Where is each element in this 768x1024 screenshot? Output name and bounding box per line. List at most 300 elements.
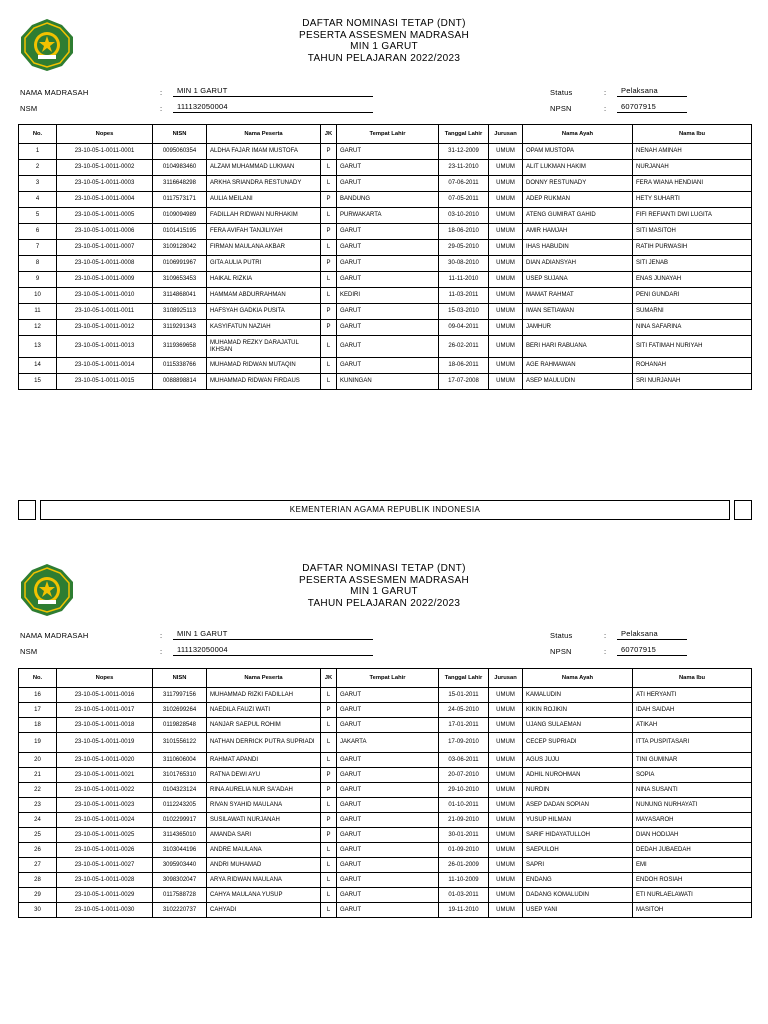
cell-jk: P <box>321 144 337 160</box>
cell-tempat-lahir: JAKARTA <box>337 733 439 753</box>
cell-jurusan: UMUM <box>489 358 523 374</box>
cell-nama-ayah: OPAM MUSTOPA <box>523 144 633 160</box>
colon: : <box>604 631 607 640</box>
col-nama-ayah: Nama Ayah <box>523 669 633 688</box>
cell-nopes: 23-10-05-1-0011-0012 <box>57 320 153 336</box>
cell-tanggal-lahir: 09-04-2011 <box>439 320 489 336</box>
cell-nopes: 23-10-05-1-0011-0006 <box>57 224 153 240</box>
cell-nopes: 23-10-05-1-0011-0017 <box>57 703 153 718</box>
cell-no: 19 <box>19 733 57 753</box>
cell-no: 1 <box>19 144 57 160</box>
cell-tanggal-lahir: 15-03-2010 <box>439 304 489 320</box>
cell-jurusan: UMUM <box>489 813 523 828</box>
cell-nama-ayah: CECEP SUPRIADI <box>523 733 633 753</box>
cell-nama-ibu: ENDOH ROSIAH <box>633 873 752 888</box>
table-row <box>19 783 752 798</box>
cell-jk: P <box>321 320 337 336</box>
table-row <box>19 192 752 208</box>
cell-nama-ayah: USEP YANI <box>523 903 633 918</box>
cell-tempat-lahir: GARUT <box>337 256 439 272</box>
cell-nama-ayah: IHAS HABUDIN <box>523 240 633 256</box>
colon: : <box>160 88 163 97</box>
col-nopes: Nopes <box>57 669 153 688</box>
cell-nama-peserta: ANDRI MUHAMAD <box>207 858 321 873</box>
npsn-label: NPSN <box>550 104 572 113</box>
cell-nama-ibu: MASITOH <box>633 903 752 918</box>
cell-nisn: 3101765310 <box>153 768 207 783</box>
document-title <box>200 563 568 609</box>
table-row <box>19 733 752 753</box>
cell-nama-ayah: SARIF HIDAYATULLOH <box>523 828 633 843</box>
cell-nisn: 0115338766 <box>153 358 207 374</box>
cell-nopes: 23-10-05-1-0011-0007 <box>57 240 153 256</box>
col-nama-peserta: Nama Peserta <box>207 669 321 688</box>
cell-tempat-lahir: GARUT <box>337 768 439 783</box>
document-page-1 <box>0 0 768 420</box>
cell-no: 17 <box>19 703 57 718</box>
cell-nama-ibu: ETI NURLAELAWATI <box>633 888 752 903</box>
cell-tanggal-lahir: 03-06-2011 <box>439 753 489 768</box>
cell-nama-ibu: NINA SAFARINA <box>633 320 752 336</box>
cell-nama-ibu: FIFI REFIANTI DWI LUGITA <box>633 208 752 224</box>
title-line-3: MIN 1 GARUT <box>350 41 418 52</box>
cell-jurusan: UMUM <box>489 858 523 873</box>
cell-nisn: 3114365010 <box>153 828 207 843</box>
cell-nama-ayah: ENDANG <box>523 873 633 888</box>
cell-nama-ayah: KAMALUDIN <box>523 688 633 703</box>
cell-nisn: 0095060354 <box>153 144 207 160</box>
cell-tempat-lahir: GARUT <box>337 828 439 843</box>
cell-jk: L <box>321 843 337 858</box>
cell-nopes: 23-10-05-1-0011-0002 <box>57 160 153 176</box>
cell-no: 10 <box>19 288 57 304</box>
colon: : <box>160 647 163 656</box>
cell-nama-ibu: TINI GUMINAR <box>633 753 752 768</box>
cell-jurusan: UMUM <box>489 256 523 272</box>
cell-nama-ayah: ADEP RUKMAN <box>523 192 633 208</box>
cell-nama-ayah: YUSUP HILMAN <box>523 813 633 828</box>
table-row <box>19 208 752 224</box>
cell-tempat-lahir: GARUT <box>337 718 439 733</box>
cell-nama-peserta: RATNA DEWI AYU <box>207 768 321 783</box>
cell-no: 14 <box>19 358 57 374</box>
cell-nisn: 0106991967 <box>153 256 207 272</box>
cell-tempat-lahir: GARUT <box>337 358 439 374</box>
cell-nama-ibu: NUNUNG NURHAYATI <box>633 798 752 813</box>
cell-tanggal-lahir: 03-10-2010 <box>439 208 489 224</box>
cell-nopes: 23-10-05-1-0011-0028 <box>57 873 153 888</box>
col-jurusan: Jurusan <box>489 669 523 688</box>
cell-tempat-lahir: GARUT <box>337 783 439 798</box>
cell-nama-ayah: ADHIL NUROHMAN <box>523 768 633 783</box>
table-row <box>19 358 752 374</box>
cell-nopes: 23-10-05-1-0011-0019 <box>57 733 153 753</box>
cell-jk: L <box>321 176 337 192</box>
cell-tanggal-lahir: 29-10-2010 <box>439 783 489 798</box>
cell-tempat-lahir: GARUT <box>337 160 439 176</box>
table-row <box>19 288 752 304</box>
cell-tempat-lahir: BANDUNG <box>337 192 439 208</box>
kemenag-logo-icon <box>18 562 76 618</box>
cell-nama-ayah: AGUS JUJU <box>523 753 633 768</box>
cell-no: 9 <box>19 272 57 288</box>
cell-tanggal-lahir: 19-11-2010 <box>439 903 489 918</box>
nsm-value: 111132050004 <box>177 102 228 111</box>
cell-nama-ibu: PENI GUNDARI <box>633 288 752 304</box>
cell-nisn: 3102220737 <box>153 903 207 918</box>
cell-tanggal-lahir: 21-09-2010 <box>439 813 489 828</box>
cell-nisn: 3109128042 <box>153 240 207 256</box>
cell-tanggal-lahir: 15-01-2011 <box>439 688 489 703</box>
cell-no: 15 <box>19 374 57 390</box>
cell-jurusan: UMUM <box>489 144 523 160</box>
cell-tanggal-lahir: 18-06-2011 <box>439 358 489 374</box>
nama-madrasah-label: NAMA MADRASAH <box>20 631 89 640</box>
cell-jk: P <box>321 224 337 240</box>
cell-jurusan: UMUM <box>489 843 523 858</box>
title-line-2: PESERTA ASSESMEN MADRASAH <box>299 574 469 586</box>
cell-tanggal-lahir: 11-03-2011 <box>439 288 489 304</box>
cell-nama-peserta: MUHAMAD REZKY DARAJATUL IKHSAN <box>207 336 321 358</box>
col-no: No. <box>19 125 57 144</box>
cell-tempat-lahir: GARUT <box>337 144 439 160</box>
cell-nama-peserta: MUHAMMAD RIZKI FADILLAH <box>207 688 321 703</box>
cell-jurusan: UMUM <box>489 192 523 208</box>
cell-tanggal-lahir: 07-06-2011 <box>439 176 489 192</box>
cell-nama-ibu: SRI NURJANAH <box>633 374 752 390</box>
cell-jk: L <box>321 358 337 374</box>
cell-nisn: 3101556122 <box>153 733 207 753</box>
colon: : <box>160 104 163 113</box>
cell-tanggal-lahir: 26-02-2011 <box>439 336 489 358</box>
cell-jk: L <box>321 798 337 813</box>
cell-nama-peserta: FADILLAH RIDWAN NURHAKIM <box>207 208 321 224</box>
cell-nama-ibu: DIAN HODIJAH <box>633 828 752 843</box>
cell-nopes: 23-10-05-1-0011-0005 <box>57 208 153 224</box>
cell-jk: P <box>321 828 337 843</box>
cell-tanggal-lahir: 30-01-2011 <box>439 828 489 843</box>
cell-jk: L <box>321 873 337 888</box>
col-nisn: NISN <box>153 125 207 144</box>
cell-nama-ibu: SITI FATIMAH NURIYAH <box>633 336 752 358</box>
cell-jk: P <box>321 768 337 783</box>
cell-nama-ayah: AGE RAHMAWAN <box>523 358 633 374</box>
cell-nopes: 23-10-05-1-0011-0022 <box>57 783 153 798</box>
cell-nama-peserta: NANJAR SAEPUL ROHIM <box>207 718 321 733</box>
cell-nopes: 23-10-05-1-0011-0016 <box>57 688 153 703</box>
cell-jurusan: UMUM <box>489 703 523 718</box>
cell-tempat-lahir: GARUT <box>337 272 439 288</box>
document-page-2 <box>0 545 768 945</box>
cell-nama-ayah: SAPRI <box>523 858 633 873</box>
ministry-banner-row <box>0 500 768 520</box>
cell-jk: L <box>321 858 337 873</box>
cell-nisn: 0112243205 <box>153 798 207 813</box>
cell-tempat-lahir: GARUT <box>337 304 439 320</box>
cell-tempat-lahir: GARUT <box>337 813 439 828</box>
cell-nama-peserta: CAHYADI <box>207 903 321 918</box>
cell-nama-peserta: ANDRE MAULANA <box>207 843 321 858</box>
cell-nama-ibu: SITI JENAB <box>633 256 752 272</box>
cell-no: 27 <box>19 858 57 873</box>
banner-right-box <box>734 500 752 520</box>
cell-jk: L <box>321 718 337 733</box>
ministry-banner: KEMENTERIAN AGAMA REPUBLIK INDONESIA <box>40 500 730 520</box>
cell-nisn: 3110606004 <box>153 753 207 768</box>
cell-nama-peserta: ALDHA FAJAR IMAM MUSTOFA <box>207 144 321 160</box>
cell-no: 18 <box>19 718 57 733</box>
cell-tempat-lahir: KUNINGAN <box>337 374 439 390</box>
cell-nama-peserta: KASYIFATUN NAZIAH <box>207 320 321 336</box>
col-tempat-lahir: Tempat Lahir <box>337 669 439 688</box>
cell-tempat-lahir: GARUT <box>337 753 439 768</box>
npsn-value: 60707915 <box>621 102 656 111</box>
cell-nama-ayah: USEP SUJANA <box>523 272 633 288</box>
cell-nisn: 3117997156 <box>153 688 207 703</box>
table-header-row <box>19 125 752 144</box>
cell-nopes: 23-10-05-1-0011-0011 <box>57 304 153 320</box>
title-line-1: DAFTAR NOMINASI TETAP (DNT) <box>302 18 466 29</box>
cell-no: 23 <box>19 798 57 813</box>
table-row <box>19 703 752 718</box>
table-row <box>19 753 752 768</box>
cell-jk: L <box>321 272 337 288</box>
status-value: Pelaksana <box>621 86 658 95</box>
cell-tempat-lahir: PURWAKARTA <box>337 208 439 224</box>
cell-jk: L <box>321 374 337 390</box>
col-tanggal-lahir: Tanggal Lahir <box>439 669 489 688</box>
cell-jk: L <box>321 336 337 358</box>
table-row <box>19 160 752 176</box>
cell-nama-ayah: UJANG SULAEMAN <box>523 718 633 733</box>
nama-madrasah-value: MIN 1 GARUT <box>177 629 228 638</box>
cell-no: 29 <box>19 888 57 903</box>
cell-tanggal-lahir: 29-05-2010 <box>439 240 489 256</box>
table-row <box>19 688 752 703</box>
cell-nisn: 3109653453 <box>153 272 207 288</box>
cell-jurusan: UMUM <box>489 240 523 256</box>
table-row <box>19 718 752 733</box>
cell-nama-ibu: ROHANAH <box>633 358 752 374</box>
nsm-label: NSM <box>20 104 38 113</box>
cell-nopes: 23-10-05-1-0011-0003 <box>57 176 153 192</box>
cell-nama-ayah: NURDIN <box>523 783 633 798</box>
cell-tanggal-lahir: 01-10-2011 <box>439 798 489 813</box>
cell-nama-peserta: HAIKAL RIZKIA <box>207 272 321 288</box>
cell-nama-ayah: ASEP MAULUDIN <box>523 374 633 390</box>
cell-jk: P <box>321 783 337 798</box>
cell-jurusan: UMUM <box>489 304 523 320</box>
cell-tanggal-lahir: 17-09-2010 <box>439 733 489 753</box>
cell-nopes: 23-10-05-1-0011-0009 <box>57 272 153 288</box>
cell-nisn: 3114868041 <box>153 288 207 304</box>
cell-nama-ibu: SITI MASITOH <box>633 224 752 240</box>
table-row <box>19 813 752 828</box>
cell-nama-ibu: ENAS JUNAYAH <box>633 272 752 288</box>
cell-nama-peserta: ALZAM MUHAMMAD LUKMAN <box>207 160 321 176</box>
col-nisn: NISN <box>153 669 207 688</box>
table-body-page-2 <box>19 688 752 918</box>
cell-no: 5 <box>19 208 57 224</box>
cell-jurusan: UMUM <box>489 753 523 768</box>
cell-nopes: 23-10-05-1-0011-0029 <box>57 888 153 903</box>
title-line-1: DAFTAR NOMINASI TETAP (DNT) <box>302 563 466 574</box>
cell-tempat-lahir: GARUT <box>337 798 439 813</box>
cell-nama-ayah: AMIR HAMJAH <box>523 224 633 240</box>
cell-no: 2 <box>19 160 57 176</box>
cell-jurusan: UMUM <box>489 828 523 843</box>
cell-nisn: 3103044196 <box>153 843 207 858</box>
col-jurusan: Jurusan <box>489 125 523 144</box>
col-nama-peserta: Nama Peserta <box>207 125 321 144</box>
cell-tanggal-lahir: 30-08-2010 <box>439 256 489 272</box>
table-row <box>19 144 752 160</box>
banner-left-box <box>18 500 36 520</box>
cell-jk: L <box>321 753 337 768</box>
cell-tempat-lahir: GARUT <box>337 224 439 240</box>
nama-madrasah-value: MIN 1 GARUT <box>177 86 228 95</box>
cell-nama-ibu: NINA SUSANTI <box>633 783 752 798</box>
cell-nama-ayah: DIAN ADIANSYAH <box>523 256 633 272</box>
cell-nama-ayah: BERI HARI RABUANA <box>523 336 633 358</box>
cell-jurusan: UMUM <box>489 176 523 192</box>
col-jk: JK <box>321 125 337 144</box>
cell-no: 26 <box>19 843 57 858</box>
cell-nopes: 23-10-05-1-0011-0027 <box>57 858 153 873</box>
status-label: Status <box>550 631 573 640</box>
nama-madrasah-label: NAMA MADRASAH <box>20 88 89 97</box>
cell-nisn: 3102699264 <box>153 703 207 718</box>
cell-no: 13 <box>19 336 57 358</box>
cell-nisn: 3116648298 <box>153 176 207 192</box>
dnt-table-page-2 <box>18 668 752 918</box>
cell-tanggal-lahir: 07-05-2011 <box>439 192 489 208</box>
cell-nopes: 23-10-05-1-0011-0010 <box>57 288 153 304</box>
cell-jk: P <box>321 813 337 828</box>
col-nama-ayah: Nama Ayah <box>523 125 633 144</box>
colon: : <box>604 88 607 97</box>
cell-nopes: 23-10-05-1-0011-0018 <box>57 718 153 733</box>
cell-nopes: 23-10-05-1-0011-0014 <box>57 358 153 374</box>
cell-no: 7 <box>19 240 57 256</box>
cell-tempat-lahir: GARUT <box>337 176 439 192</box>
cell-jurusan: UMUM <box>489 888 523 903</box>
cell-jk: L <box>321 888 337 903</box>
cell-nama-ibu: ITTA PUSPITASARI <box>633 733 752 753</box>
cell-tempat-lahir: GARUT <box>337 873 439 888</box>
cell-jk: P <box>321 304 337 320</box>
cell-jurusan: UMUM <box>489 783 523 798</box>
cell-tanggal-lahir: 01-03-2011 <box>439 888 489 903</box>
cell-nama-ibu: DEDAH JUBAEDAH <box>633 843 752 858</box>
cell-nisn: 3095903440 <box>153 858 207 873</box>
cell-nisn: 0102299917 <box>153 813 207 828</box>
colon: : <box>604 647 607 656</box>
cell-nama-peserta: CAHYA MAULANA YUSUP <box>207 888 321 903</box>
cell-nama-peserta: RAHMAT APANDI <box>207 753 321 768</box>
npsn-label: NPSN <box>550 647 572 656</box>
cell-nama-ibu: HETY SUHARTI <box>633 192 752 208</box>
table-row <box>19 858 752 873</box>
cell-nama-ibu: SOPIA <box>633 768 752 783</box>
cell-nisn: 3119369658 <box>153 336 207 358</box>
cell-nama-ayah: DADANG KOMALUDIN <box>523 888 633 903</box>
table-row <box>19 304 752 320</box>
cell-jurusan: UMUM <box>489 873 523 888</box>
cell-nisn: 0119828548 <box>153 718 207 733</box>
cell-jurusan: UMUM <box>489 798 523 813</box>
cell-nama-peserta: AULIA MEILANI <box>207 192 321 208</box>
table-row <box>19 240 752 256</box>
cell-nama-ayah: IWAN SETIAWAN <box>523 304 633 320</box>
cell-nama-ayah: DONNY RESTUNADY <box>523 176 633 192</box>
title-line-4: TAHUN PELAJARAN 2022/2023 <box>307 597 461 609</box>
cell-tanggal-lahir: 20-07-2010 <box>439 768 489 783</box>
cell-tempat-lahir: GARUT <box>337 843 439 858</box>
cell-jk: L <box>321 733 337 753</box>
cell-nama-ayah: ASEP DADAN SOPIAN <box>523 798 633 813</box>
cell-nisn: 0109094989 <box>153 208 207 224</box>
cell-tanggal-lahir: 23-11-2010 <box>439 160 489 176</box>
table-row <box>19 828 752 843</box>
col-no: No. <box>19 669 57 688</box>
cell-nopes: 23-10-05-1-0011-0020 <box>57 753 153 768</box>
cell-nisn: 3098302047 <box>153 873 207 888</box>
table-row <box>19 336 752 358</box>
cell-jurusan: UMUM <box>489 320 523 336</box>
cell-nisn: 3119291343 <box>153 320 207 336</box>
cell-nopes: 23-10-05-1-0011-0008 <box>57 256 153 272</box>
cell-no: 16 <box>19 688 57 703</box>
cell-tanggal-lahir: 17-07-2008 <box>439 374 489 390</box>
nsm-label: NSM <box>20 647 38 656</box>
cell-no: 3 <box>19 176 57 192</box>
table-row <box>19 374 752 390</box>
cell-nama-peserta: ARKHA SRIANDRA RESTUNADY <box>207 176 321 192</box>
cell-nama-ibu: RATIH PURWASIH <box>633 240 752 256</box>
cell-nama-peserta: NAEDILA FAUZI WATI <box>207 703 321 718</box>
colon: : <box>160 631 163 640</box>
cell-nama-peserta: NATHAN DERRICK PUTRA SUPRIADI <box>207 733 321 753</box>
cell-nopes: 23-10-05-1-0011-0025 <box>57 828 153 843</box>
cell-nama-ayah: KIKIN ROJIKIN <box>523 703 633 718</box>
cell-nopes: 23-10-05-1-0011-0015 <box>57 374 153 390</box>
cell-jurusan: UMUM <box>489 768 523 783</box>
cell-tempat-lahir: GARUT <box>337 688 439 703</box>
cell-nama-peserta: MUHAMMAD RIDWAN FIRDAUS <box>207 374 321 390</box>
cell-nama-ibu: IDAH SAIDAH <box>633 703 752 718</box>
table-row <box>19 873 752 888</box>
cell-jurusan: UMUM <box>489 374 523 390</box>
cell-nisn: 0101415195 <box>153 224 207 240</box>
cell-jk: P <box>321 703 337 718</box>
table-row <box>19 843 752 858</box>
cell-nama-peserta: GITA AULIA PUTRI <box>207 256 321 272</box>
cell-nama-ibu: NENAH AMINAH <box>633 144 752 160</box>
cell-tempat-lahir: GARUT <box>337 320 439 336</box>
cell-tanggal-lahir: 17-01-2011 <box>439 718 489 733</box>
table-row <box>19 224 752 240</box>
cell-no: 25 <box>19 828 57 843</box>
col-nama-ibu: Nama Ibu <box>633 669 752 688</box>
cell-nama-peserta: SUSILAWATI NURJANAH <box>207 813 321 828</box>
cell-jk: L <box>321 288 337 304</box>
cell-jk: L <box>321 160 337 176</box>
cell-no: 4 <box>19 192 57 208</box>
status-label: Status <box>550 88 573 97</box>
cell-nama-ibu: SUMARNI <box>633 304 752 320</box>
kemenag-logo-icon <box>18 17 76 73</box>
